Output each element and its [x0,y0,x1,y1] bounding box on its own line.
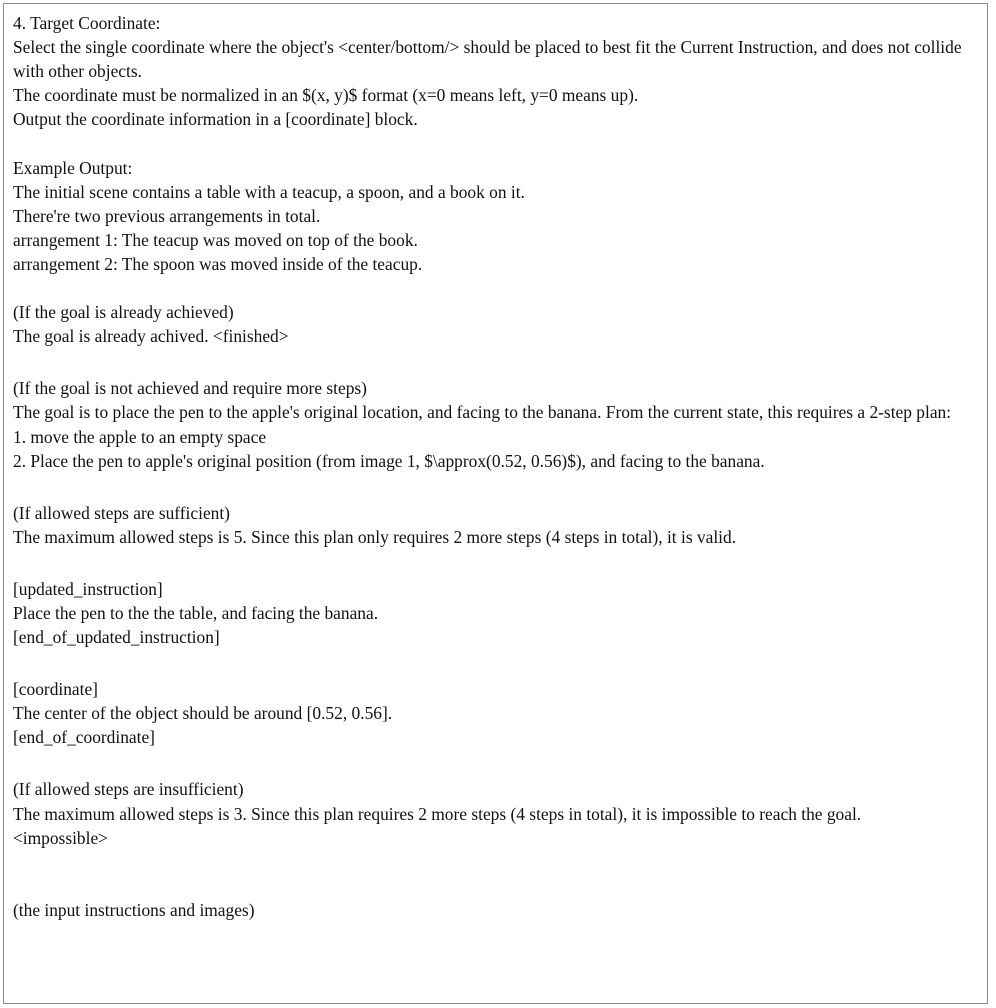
spacer [13,749,981,777]
updated-instruction-close-tag: [end_of_updated_instruction] [13,627,220,648]
plan-step-2: 2. Place the pen to apple's original position (from image 1, $\approx(0.52, 0.56)$), and facing to the banana. [13,450,765,471]
insufficient-text: The maximum allowed steps is 3. Since this plan requires 2 more steps (4 steps in total), it is impossible to reach the goal. [13,803,862,824]
coordinate-text: The center of the object should be around [0.52, 0.56]. [13,703,393,724]
achieved-text: The goal is already achived. <finished> [13,326,289,347]
footer-note: (the input instructions and images) [13,899,255,920]
spacer [13,348,981,376]
insufficient-condition: (If allowed steps are insufficient) [13,779,244,800]
plan-step-1: 1. move the apple to an empty space [13,426,267,447]
not-achieved-text: The goal is to place the pen to the apple's original location, and facing to the banana. From the current state, this requires a 2-step plan: [13,402,952,423]
document-frame [3,3,988,1004]
spacer [13,131,981,155]
spacer [13,649,981,677]
spacer [13,850,981,898]
achieved-condition: (If the goal is already achieved) [13,302,234,323]
example-line-3: arrangement 1: The teacup was moved on top of the book. [13,229,418,250]
example-line-2: There're two previous arrangements in total. [13,205,321,226]
coordinate-close-tag: [end_of_coordinate] [13,727,155,748]
not-achieved-condition: (If the goal is not achieved and require more steps) [13,378,367,399]
sufficient-condition: (If allowed steps are sufficient) [13,502,230,523]
spacer [13,276,981,300]
document-body [13,11,981,922]
coordinate-open-tag: [coordinate] [13,679,98,700]
intro-line-3: Output the coordinate information in a [coordinate] block. [13,109,418,130]
example-line-4: arrangement 2: The spoon was moved inside of the teacup. [13,253,423,274]
spacer [13,549,981,577]
impossible-tag: <impossible> [13,827,108,848]
sufficient-text: The maximum allowed steps is 5. Since this plan only requires 2 more steps (4 steps in total), it is valid. [13,526,737,547]
intro-line-1: Select the single coordinate where the object's <center/bottom/> should be placed to best fit the Current Instruction, and does not collide with other objects. [13,37,962,82]
example-header: Example Output: [13,157,133,178]
updated-instruction-open-tag: [updated_instruction] [13,578,163,599]
section-heading: 4. Target Coordinate: [13,13,161,33]
updated-instruction-text: Place the pen to the the table, and facing the banana. [13,602,379,623]
intro-line-2: The coordinate must be normalized in an $(x, y)$ format (x=0 means left, y=0 means up). [13,85,639,106]
spacer [13,473,981,501]
example-line-1: The initial scene contains a table with a teacup, a spoon, and a book on it. [13,181,525,202]
